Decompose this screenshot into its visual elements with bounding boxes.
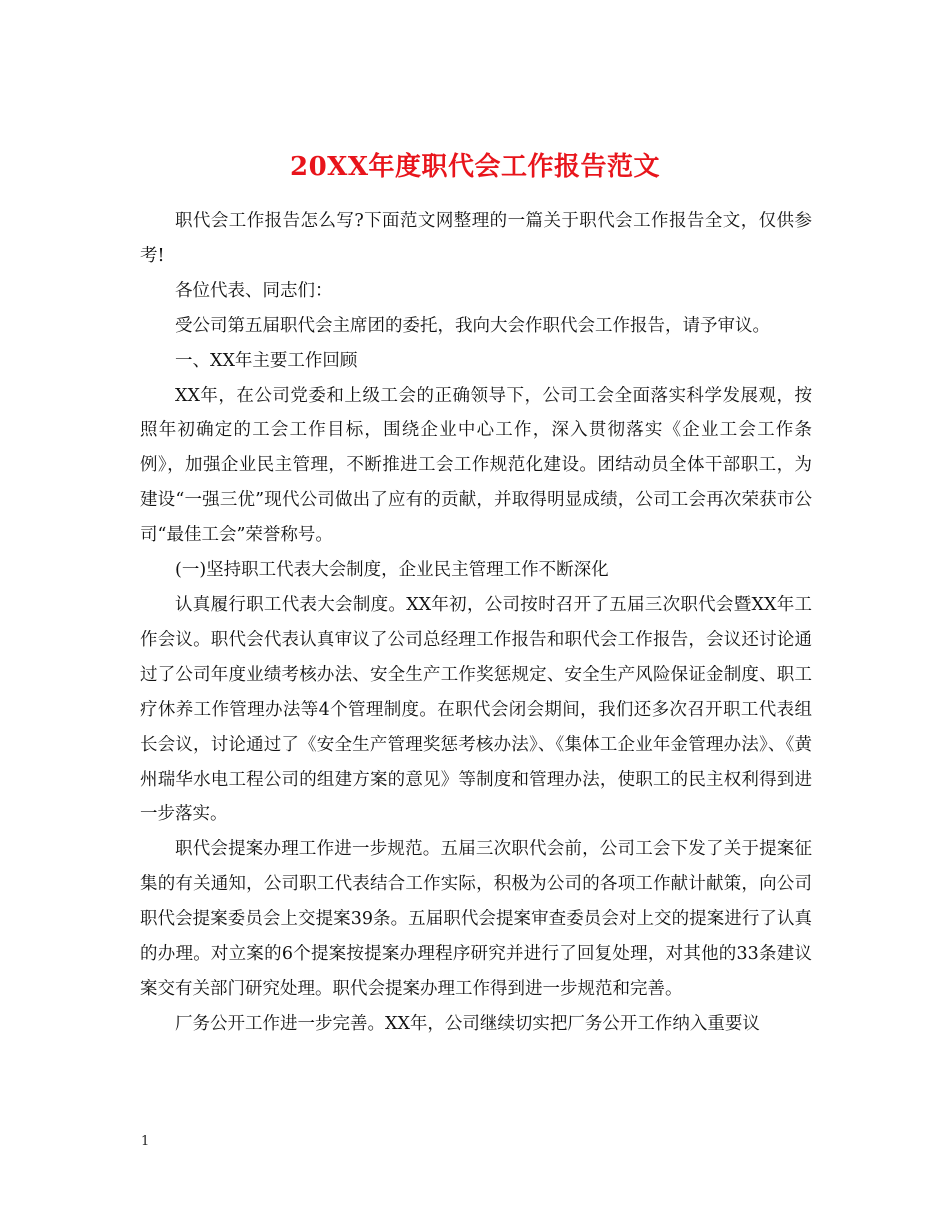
factory-affairs-paragraph: 厂务公开工作进一步完善。XX年，公司继续切实把厂务公开工作纳入重要议	[175, 1013, 760, 1034]
document-title: 20XX年度职代会工作报告范文	[289, 152, 661, 183]
document-body	[140, 204, 812, 1042]
opening-paragraph: 受公司第五届职代会主席团的委托，我向大会作职代会工作报告，请予审议。	[175, 315, 770, 336]
section-heading: 一、XX年主要工作回顾	[175, 350, 358, 371]
subsection-heading: (一)坚持职工代表大会制度，企业民主管理工作不断深化	[175, 560, 609, 581]
page-number: 1	[141, 1134, 150, 1149]
salutation-paragraph: 各位代表、同志们：	[175, 280, 333, 301]
intro-paragraph: 职代会工作报告怎么写?下面范文网整理的一篇关于职代会工作报告全文，仅供参考!	[140, 211, 812, 266]
congress-system-paragraph: 认真履行职工代表大会制度。XX年初，公司按时召开了五届三次职代会暨XX年工作会议。职代会代表认真审议了公司总经理工作报告和职代会工作报告，会议还讨论通过了公司年度业绩考核办法、安全生产工作奖惩规定、安全生产风险保证金制度、职工疗休养工作管理办法等4个管理制度。在职代会闭会期间，我们还多次召开职工代表组长会议，讨论通过了《安全生产管理奖惩考核办法》、《集体工企业年金管理办法》、《黄州瑞华水电工程公司的组建方案的意见》等制度和管理办法，使职工的民主权利得到进一步落实。	[140, 594, 812, 825]
proposal-handling-paragraph: 职代会提案办理工作进一步规范。五届三次职代会前，公司工会下发了关于提案征集的有关通知，公司职工代表结合工作实际，积极为公司的各项工作献计献策，向公司职代会提案委员会上交提案39条。五届职代会提案审查委员会对上交的提案进行了认真的办理。对立案的6个提案按提案办理程序研究并进行了回复处理，对其他的33条建议案交有关部门研究处理。职代会提案办理工作得到进一步规范和完善。	[140, 839, 812, 999]
review-paragraph: XX年，在公司党委和上级工会的正确领导下，公司工会全面落实科学发展观，按照年初确定的工会工作目标，围绕企业中心工作，深入贯彻落实《企业工会工作条例》，加强企业民主管理，不断推进工会工作规范化建设。团结动员全体干部职工，为建设“一强三优”现代公司做出了应有的贡献，并取得明显成绩，公司工会再次荣获市公司“最佳工会”荣誉称号。	[140, 385, 812, 546]
